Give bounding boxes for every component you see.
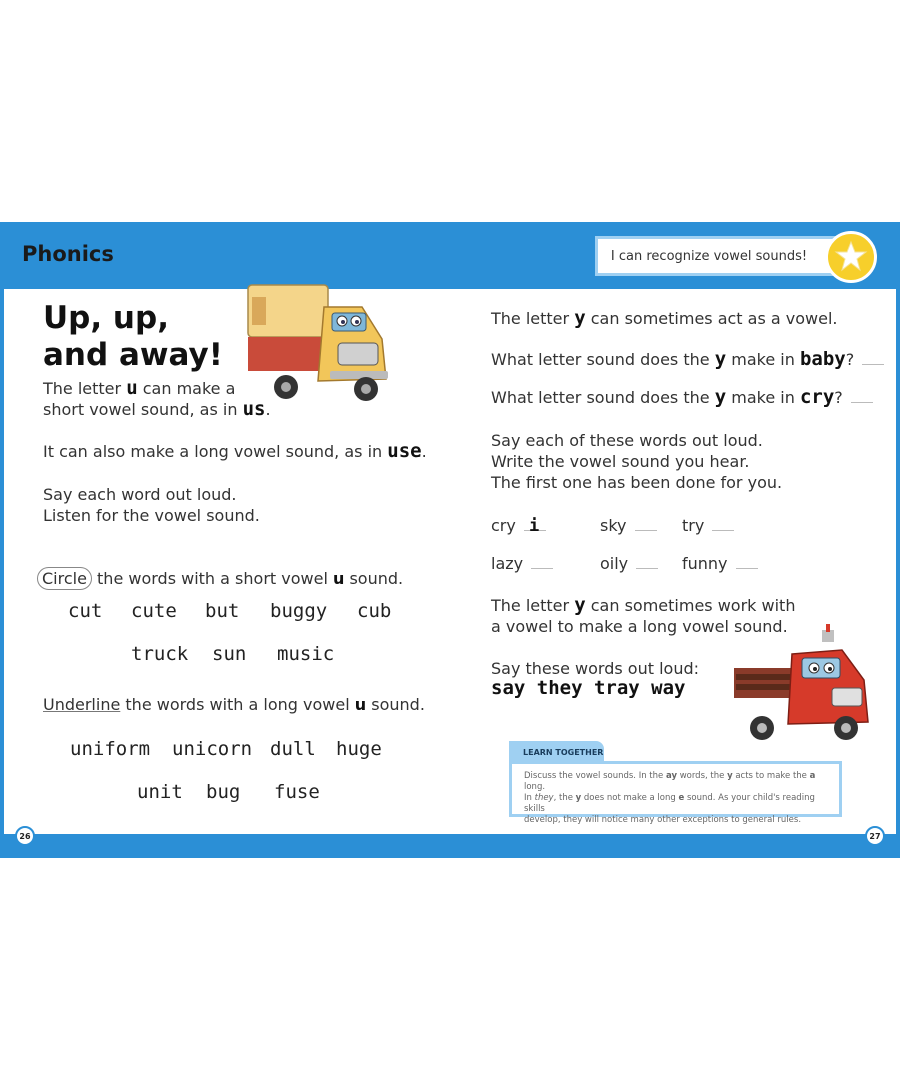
intro-line-1: The letter u can make a — [43, 377, 236, 399]
learn-together-box — [509, 761, 842, 825]
page-number-left: 26 — [15, 826, 35, 846]
fire-truck-illustration — [732, 624, 872, 744]
underline-label: Underline — [43, 695, 121, 714]
long-word[interactable]: unicorn — [172, 738, 253, 760]
short-word[interactable]: sun — [212, 643, 247, 665]
book-spread — [0, 222, 900, 858]
intro-line-2: short vowel sound, as in us. — [43, 398, 271, 420]
vowel-word-item: oily — [600, 554, 658, 573]
filled-answer: i — [528, 516, 540, 536]
long-word[interactable]: bug — [206, 781, 241, 803]
long-word[interactable]: unit — [137, 781, 183, 803]
long-word[interactable]: fuse — [274, 781, 320, 803]
learn-together-line-2: In they, the y does not make a long e sound. As your child's reading skills — [524, 793, 815, 814]
learn-together-tab: LEARN TOGETHER — [509, 741, 604, 763]
intro-line-3: It can also make a long vowel sound, as in use. — [43, 440, 427, 462]
long-word[interactable]: huge — [336, 738, 382, 760]
question-baby: What letter sound does the y make in baby? — [491, 349, 884, 370]
long-word[interactable]: uniform — [70, 738, 151, 760]
goal-text: I can recognize vowel sounds! — [610, 248, 808, 264]
answer-blank[interactable] — [636, 568, 658, 569]
word-use: use — [387, 440, 422, 462]
vowel-word-item: lazy — [491, 554, 553, 573]
footer-band — [0, 834, 900, 858]
learn-together-line-1: Discuss the vowel sounds. In the ay words, the y acts to make the a long. — [524, 771, 816, 792]
instruction-line-1: Say each of these words out loud. — [491, 431, 763, 450]
say-line-1: Say each word out loud. — [43, 485, 237, 504]
short-word[interactable]: but — [205, 600, 240, 622]
right-border — [896, 289, 900, 834]
answer-blank[interactable] — [712, 530, 734, 531]
page-number-right: 27 — [865, 826, 885, 846]
short-word[interactable]: cute — [131, 600, 177, 622]
vowel-word-item: cry i — [491, 516, 546, 535]
underline-instruction: Underline the words with a long vowel u sound. — [43, 695, 425, 714]
answer-blank[interactable] — [635, 530, 657, 531]
answer-blank[interactable] — [524, 516, 546, 536]
answer-blank[interactable] — [851, 402, 873, 403]
letter-u: u — [126, 377, 138, 399]
circle-label: Circle — [37, 567, 92, 590]
say-line-2: Listen for the vowel sound. — [43, 506, 260, 525]
answer-blank[interactable] — [862, 364, 884, 365]
instruction-line-3: The first one has been done for you. — [491, 473, 783, 492]
page-heading — [43, 300, 223, 374]
word-baby: baby — [799, 348, 846, 370]
long-word[interactable]: dull — [270, 738, 316, 760]
answer-blank[interactable] — [531, 568, 553, 569]
short-word[interactable]: truck — [131, 643, 189, 665]
section-title: Phonics — [22, 242, 114, 266]
vowel-word-item: sky — [600, 516, 657, 535]
goal-box — [595, 236, 843, 276]
y-intro: The letter y can sometimes act as a vowel. — [491, 307, 838, 329]
say-words-label: Say these words out loud: — [491, 659, 699, 678]
heading-line-1: Up, up, — [43, 300, 169, 336]
short-word[interactable]: cub — [357, 600, 392, 622]
letter-y: y — [574, 307, 586, 329]
yellow-truck-illustration — [244, 277, 392, 407]
short-word[interactable]: music — [277, 643, 335, 665]
circle-instruction: Circle the words with a short vowel u sound. — [37, 567, 403, 590]
short-word[interactable]: buggy — [270, 600, 328, 622]
heading-line-2: and away! — [43, 337, 223, 373]
vowel-word-item: try — [682, 516, 734, 535]
work-line-2: a vowel to make a long vowel sound. — [491, 617, 788, 636]
instruction-line-2: Write the vowel sound you hear. — [491, 452, 750, 471]
short-word[interactable]: cut — [68, 600, 103, 622]
word-cry: cry — [799, 386, 835, 408]
work-line-1: The letter y can sometimes work with — [491, 594, 796, 616]
word-us: us — [242, 398, 266, 420]
say-words: say they tray way — [491, 677, 686, 699]
star-icon — [825, 231, 877, 283]
question-cry: What letter sound does the y make in cry? — [491, 387, 873, 408]
answer-blank[interactable] — [736, 568, 758, 569]
left-border — [0, 289, 4, 834]
learn-together-line-3: develop, they will notice many other exceptions to general rules. — [524, 815, 802, 825]
vowel-word-item: funny — [682, 554, 758, 573]
